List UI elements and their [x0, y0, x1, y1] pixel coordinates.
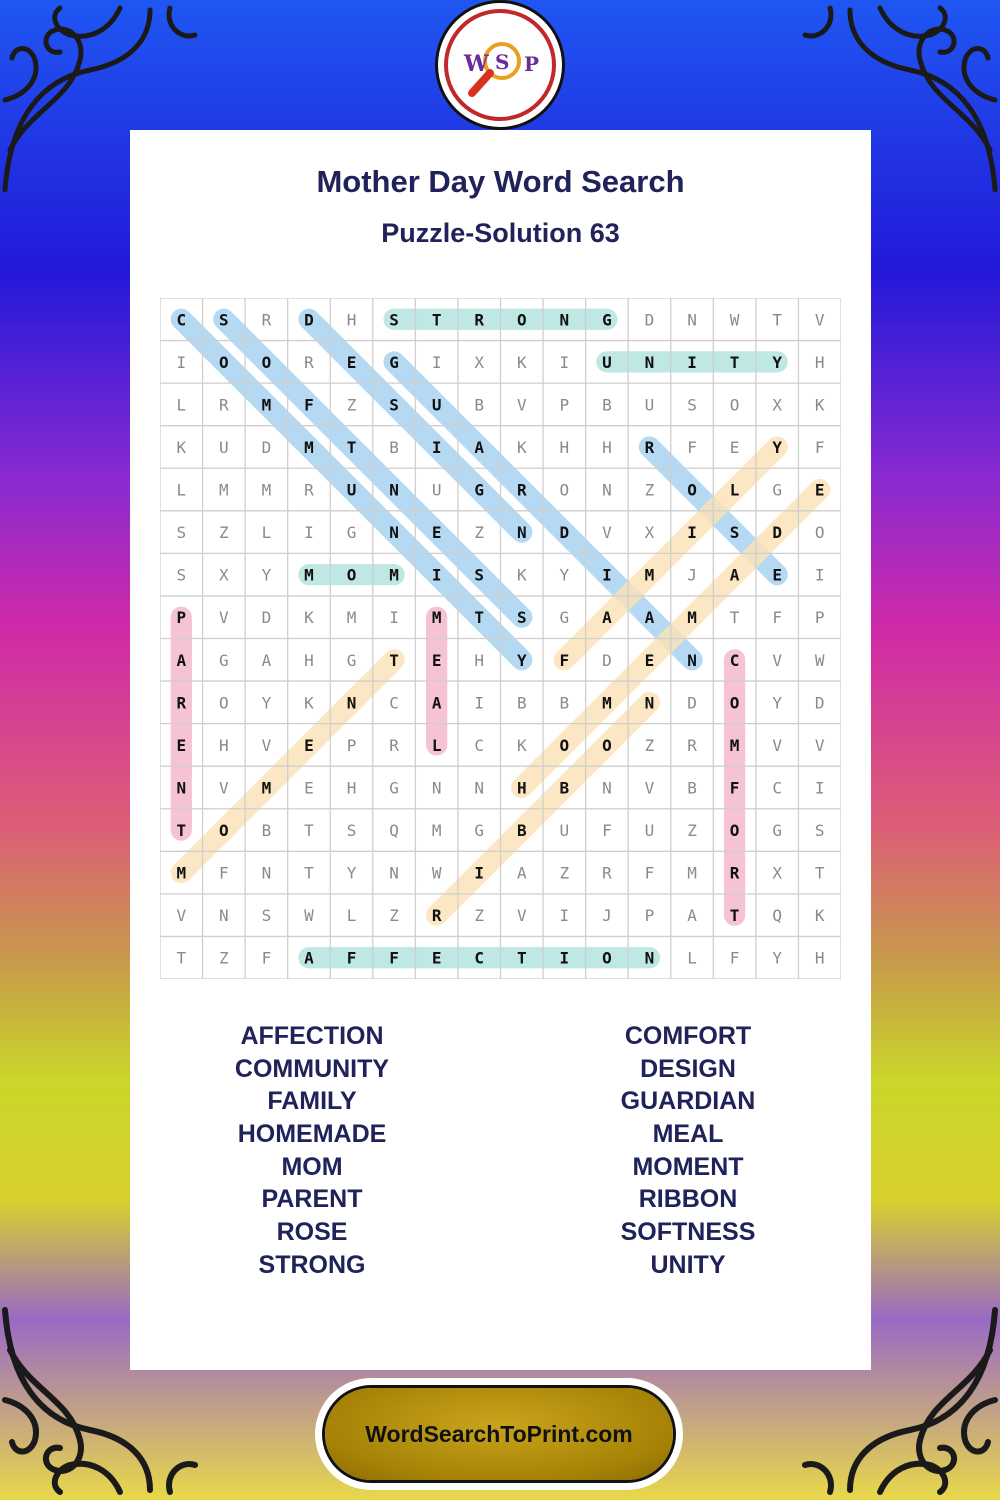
grid-cell[interactable]: T [304, 821, 314, 841]
footer-site-text: WordSearchToPrint.com [365, 1420, 633, 1447]
word-list-item: MOMENT [632, 1152, 744, 1181]
grid-cell[interactable]: D [687, 693, 697, 713]
logo-letter-w: W [464, 51, 489, 77]
grid-cell[interactable]: E [814, 480, 825, 500]
word-list-item: RIBBON [638, 1185, 738, 1214]
grid-cell[interactable]: L [729, 480, 740, 500]
word-list-item: PARENT [261, 1185, 363, 1214]
grid-cell[interactable]: I [559, 948, 570, 968]
grid-cell[interactable]: U [431, 395, 442, 415]
grid-cell[interactable]: H [516, 778, 527, 798]
grid-cell[interactable]: R [474, 310, 485, 330]
grid-cell[interactable]: O [516, 310, 527, 330]
grid-cell[interactable]: O [602, 735, 612, 755]
grid-cell[interactable]: R [304, 352, 314, 372]
grid-cell[interactable]: O [261, 352, 272, 372]
grid-cell[interactable]: N [644, 948, 655, 968]
grid-cell[interactable]: B [516, 821, 527, 841]
grid-cell[interactable]: E [346, 352, 357, 372]
word-list-item: SOFTNESS [620, 1218, 756, 1247]
grid-cell[interactable]: I [389, 608, 399, 628]
grid-cell[interactable]: R [304, 480, 314, 500]
word-search-grid [160, 298, 841, 979]
grid-cell[interactable]: F [729, 778, 740, 798]
grid-cell[interactable]: O [219, 693, 229, 713]
grid-cell[interactable]: Y [772, 693, 782, 713]
grid-cell[interactable]: F [729, 948, 740, 968]
grid-cell[interactable]: M [431, 821, 442, 841]
grid-cell[interactable]: T [516, 948, 527, 968]
grid-cell[interactable]: D [602, 650, 612, 670]
grid-cell[interactable]: W [431, 863, 442, 883]
grid-cell[interactable]: G [219, 650, 229, 670]
grid-cell[interactable]: V [772, 735, 782, 755]
grid-cell[interactable]: H [346, 310, 357, 330]
grid-cell[interactable]: V [814, 735, 825, 755]
word-list-item: HOMEMADE [237, 1120, 387, 1149]
grid-cell[interactable]: A [261, 650, 272, 670]
grid-cell[interactable]: M [729, 735, 740, 755]
grid-cell[interactable]: C [729, 650, 740, 670]
grid-cell[interactable]: K [516, 352, 527, 372]
grid-cell[interactable]: W [304, 906, 314, 926]
grid-cell[interactable]: Z [687, 821, 697, 841]
grid-cell[interactable]: Q [772, 906, 782, 926]
grid-cell[interactable]: Z [559, 863, 570, 883]
grid-cell[interactable]: G [346, 523, 357, 543]
grid-cell[interactable]: O [729, 821, 740, 841]
grid-cell[interactable]: O [559, 480, 570, 500]
grid-cell[interactable]: E [304, 735, 314, 755]
grid-cell[interactable]: R [389, 735, 399, 755]
grid-cell[interactable]: R [261, 310, 272, 330]
grid-cell[interactable]: Y [261, 565, 272, 585]
grid-cell[interactable]: Y [772, 437, 782, 457]
grid-cell[interactable]: Z [474, 906, 485, 926]
grid-cell[interactable]: G [772, 821, 782, 841]
grid-cell[interactable]: P [814, 608, 825, 628]
grid-cell[interactable]: H [346, 778, 357, 798]
grid-cell[interactable]: H [474, 650, 485, 670]
word-list-right [538, 1020, 838, 1282]
grid-cell[interactable]: M [176, 863, 187, 883]
word-list-item: COMFORT [624, 1022, 752, 1050]
grid-cell[interactable]: V [772, 650, 782, 670]
grid-cell[interactable]: M [346, 608, 357, 628]
grid-cell[interactable]: C [474, 735, 485, 755]
grid-cell[interactable]: J [602, 906, 612, 926]
grid-cell[interactable]: R [644, 437, 655, 457]
grid-cell[interactable]: S [176, 523, 187, 543]
grid-cell[interactable]: Z [219, 948, 229, 968]
grid-cell[interactable]: D [261, 437, 272, 457]
grid-cell[interactable]: L [431, 735, 442, 755]
word-list-item: FAMILY [267, 1087, 357, 1116]
grid-cell[interactable]: B [261, 821, 272, 841]
grid-cell[interactable]: F [644, 863, 655, 883]
grid-cell[interactable]: H [814, 352, 825, 372]
grid-cell[interactable]: I [474, 693, 485, 713]
grid-cell[interactable]: A [644, 608, 655, 628]
grid-cell[interactable]: T [346, 437, 357, 457]
grid-cell[interactable]: H [814, 948, 825, 968]
grid-cell[interactable]: O [219, 352, 229, 372]
grid-cell[interactable]: F [814, 437, 825, 457]
grid-cell[interactable]: L [687, 948, 697, 968]
grid-cell[interactable]: I [431, 565, 442, 585]
grid-cell[interactable]: I [559, 352, 570, 372]
page-subtitle: Puzzle-Solution 63 [381, 218, 620, 248]
grid-cell[interactable]: T [176, 821, 187, 841]
word-list-left [162, 1020, 462, 1282]
puzzle-card [130, 130, 871, 1370]
grid-cell[interactable]: V [814, 310, 825, 330]
grid-cell[interactable]: L [176, 395, 187, 415]
grid-cell[interactable]: N [559, 310, 570, 330]
footer-badge [315, 1378, 683, 1490]
grid-cell[interactable]: M [687, 608, 697, 628]
grid-cell[interactable]: T [176, 948, 187, 968]
grid-cell[interactable]: D [559, 523, 570, 543]
grid-cell[interactable]: A [602, 608, 612, 628]
grid-cell[interactable]: K [516, 735, 527, 755]
grid-cell[interactable]: N [389, 863, 399, 883]
grid-cell[interactable]: Z [644, 735, 655, 755]
grid-cell[interactable]: D [261, 608, 272, 628]
word-list-item: COMMUNITY [234, 1054, 390, 1083]
grid-cell[interactable]: S [814, 821, 825, 841]
grid-cell[interactable]: O [729, 395, 740, 415]
grid-cell[interactable]: G [389, 778, 399, 798]
grid-cell[interactable]: A [474, 437, 485, 457]
grid-cell[interactable]: G [559, 608, 570, 628]
grid-cell[interactable]: F [559, 650, 570, 670]
grid-cell[interactable]: P [559, 395, 570, 415]
grid-cell[interactable]: S [729, 523, 740, 543]
logo-letter-p: P [524, 52, 540, 76]
word-list-item: AFFECTION [240, 1022, 384, 1050]
grid-cell[interactable]: I [474, 863, 485, 883]
grid-cell[interactable]: T [729, 906, 740, 926]
grid-cell[interactable]: F [389, 948, 399, 968]
grid-cell[interactable]: S [687, 395, 697, 415]
grid-cell[interactable]: K [304, 608, 314, 628]
grid-cell[interactable]: A [304, 948, 314, 968]
grid-cell[interactable]: D [644, 310, 655, 330]
grid-cell[interactable]: V [176, 906, 187, 926]
grid-cell[interactable]: V [516, 395, 527, 415]
grid-cell[interactable]: B [389, 437, 399, 457]
grid-cell[interactable]: O [559, 735, 570, 755]
grid-canvas [160, 298, 841, 979]
grid-cell[interactable]: I [814, 565, 825, 585]
grid-cell[interactable]: I [304, 523, 314, 543]
grid-cell[interactable]: U [431, 480, 442, 500]
word-list-item: GUARDIAN [620, 1087, 756, 1116]
grid-cell[interactable]: K [516, 565, 527, 585]
grid-cell[interactable]: K [304, 693, 314, 713]
grid-cell[interactable]: V [602, 523, 612, 543]
grid-cell[interactable]: G [474, 480, 485, 500]
grid-cell[interactable]: H [219, 735, 229, 755]
grid-cell[interactable]: N [602, 480, 612, 500]
grid-cell[interactable]: U [602, 352, 612, 372]
grid-cell[interactable]: L [176, 480, 187, 500]
grid-cell[interactable]: N [602, 778, 612, 798]
grid-cell[interactable]: A [176, 650, 187, 670]
grid-cell[interactable]: F [772, 608, 782, 628]
grid-cell[interactable]: V [516, 906, 527, 926]
word-list-item: STRONG [258, 1250, 366, 1279]
grid-cell[interactable]: M [304, 565, 314, 585]
grid-cell[interactable]: B [559, 693, 570, 713]
grid-cell[interactable]: B [687, 778, 697, 798]
word-list-item: MEAL [652, 1120, 724, 1149]
grid-cell[interactable]: M [687, 863, 697, 883]
word-list-item: ROSE [276, 1218, 348, 1247]
grid-cell[interactable]: U [644, 821, 655, 841]
grid-cell[interactable]: R [687, 735, 697, 755]
grid-cell[interactable]: Z [219, 523, 229, 543]
page-title: Mother Day Word Search [316, 164, 685, 199]
grid-cell[interactable]: O [219, 821, 229, 841]
grid-cell[interactable]: Z [644, 480, 655, 500]
grid-cell[interactable]: N [516, 523, 527, 543]
grid-cell[interactable]: M [219, 480, 229, 500]
grid-cell[interactable]: G [389, 352, 399, 372]
grid-cell[interactable]: T [389, 650, 399, 670]
grid-cell[interactable]: O [687, 480, 697, 500]
grid-cell[interactable]: A [729, 565, 740, 585]
grid-cell[interactable]: N [389, 480, 399, 500]
grid-cell[interactable]: O [602, 948, 612, 968]
grid-cell[interactable]: N [346, 693, 357, 713]
grid-cell[interactable]: I [687, 523, 697, 543]
grid-cell[interactable]: M [261, 778, 272, 798]
grid-cell[interactable]: N [261, 863, 272, 883]
grid-cell[interactable]: D [814, 693, 825, 713]
grid-cell[interactable]: M [602, 693, 612, 713]
grid-cell[interactable]: R [729, 863, 740, 883]
grid-cell[interactable]: T [729, 608, 740, 628]
grid-cell[interactable]: M [389, 565, 399, 585]
grid-cell[interactable]: M [431, 608, 442, 628]
grid-cell[interactable]: N [644, 693, 655, 713]
grid-cell[interactable]: S [389, 310, 399, 330]
grid-cell[interactable]: C [389, 693, 399, 713]
grid-cell[interactable]: G [346, 650, 357, 670]
grid-cell[interactable]: G [474, 821, 485, 841]
grid-cell[interactable]: S [219, 310, 229, 330]
grid-cell[interactable]: A [516, 863, 527, 883]
grid-cell[interactable]: E [772, 565, 782, 585]
grid-cell[interactable]: R [431, 906, 442, 926]
grid-cell[interactable]: T [304, 863, 314, 883]
grid-cell[interactable]: R [219, 395, 229, 415]
grid-cell[interactable]: W [729, 310, 740, 330]
grid-cell[interactable]: K [516, 437, 527, 457]
grid-cell[interactable]: D [304, 310, 314, 330]
grid-cell[interactable]: V [644, 778, 655, 798]
grid-cell[interactable]: I [431, 437, 442, 457]
grid-cell[interactable]: S [516, 608, 527, 628]
word-list-item: MOM [281, 1152, 343, 1181]
grid-cell[interactable]: E [644, 650, 655, 670]
grid-cell[interactable]: N [474, 778, 485, 798]
grid-cell[interactable]: I [559, 906, 570, 926]
logo-letter-s: S [495, 50, 510, 74]
grid-cell[interactable]: O [346, 565, 357, 585]
grid-cell[interactable]: U [644, 395, 655, 415]
grid-cell[interactable]: T [729, 352, 740, 372]
grid-cell[interactable]: F [346, 948, 357, 968]
grid-cell[interactable]: C [474, 948, 485, 968]
grid-cell[interactable]: X [772, 863, 782, 883]
grid-cell[interactable]: K [814, 395, 825, 415]
grid-cell[interactable]: N [176, 778, 187, 798]
grid-cell[interactable]: T [814, 863, 825, 883]
grid-cell[interactable]: S [474, 565, 485, 585]
grid-cell[interactable]: J [687, 565, 697, 585]
grid-cell[interactable]: A [431, 693, 442, 713]
site-logo[interactable] [438, 3, 562, 127]
grid-cell[interactable]: T [772, 310, 782, 330]
grid-cell[interactable]: B [559, 778, 570, 798]
grid-cell[interactable]: K [814, 906, 825, 926]
grid-cell[interactable]: I [431, 352, 442, 372]
grid-cell[interactable]: P [346, 735, 357, 755]
grid-cell[interactable]: E [176, 735, 187, 755]
grid-cell[interactable]: K [176, 437, 187, 457]
grid-cell[interactable]: V [219, 778, 229, 798]
grid-cell[interactable]: E [304, 778, 314, 798]
grid-cell[interactable]: L [261, 523, 272, 543]
grid-cell[interactable]: O [729, 693, 740, 713]
grid-cell[interactable]: Z [474, 523, 485, 543]
grid-cell[interactable]: Z [346, 395, 357, 415]
grid-cell[interactable]: T [474, 608, 485, 628]
grid-cell[interactable]: Y [772, 352, 782, 372]
grid-cell[interactable]: Y [559, 565, 570, 585]
grid-cell[interactable]: R [516, 480, 527, 500]
grid-cell[interactable]: N [644, 352, 655, 372]
grid-cell[interactable]: P [644, 906, 655, 926]
grid-cell[interactable]: N [389, 523, 399, 543]
grid-cell[interactable]: M [304, 437, 314, 457]
grid-cell[interactable]: D [772, 523, 782, 543]
grid-cell[interactable]: S [389, 395, 399, 415]
grid-cell[interactable]: X [474, 352, 485, 372]
grid-cell[interactable]: M [261, 395, 272, 415]
footer-link[interactable] [325, 1388, 673, 1480]
grid-cell[interactable]: B [516, 693, 527, 713]
grid-cell[interactable]: E [729, 437, 740, 457]
grid-cell[interactable]: V [219, 608, 229, 628]
grid-cell[interactable]: O [814, 523, 825, 543]
grid-cell[interactable]: P [176, 608, 187, 628]
grid-cell[interactable]: F [219, 863, 229, 883]
grid-cell[interactable]: E [431, 650, 442, 670]
grid-cell[interactable]: U [219, 437, 229, 457]
grid-cell[interactable]: S [346, 821, 357, 841]
grid-cell[interactable]: I [176, 352, 187, 372]
grid-cell[interactable]: F [687, 437, 697, 457]
grid-cell[interactable]: M [644, 565, 655, 585]
grid-cell[interactable]: V [261, 735, 272, 755]
grid-cell[interactable]: Y [516, 650, 527, 670]
grid-cell[interactable]: Y [346, 863, 357, 883]
grid-cell[interactable]: I [814, 778, 825, 798]
grid-cell[interactable]: F [304, 395, 314, 415]
magnifier-logo-icon [442, 7, 558, 123]
grid-cell[interactable]: Z [389, 906, 399, 926]
grid-cell[interactable]: X [772, 395, 782, 415]
grid-cell[interactable]: Y [772, 948, 782, 968]
grid-cell[interactable]: G [602, 310, 612, 330]
grid-cell[interactable]: A [687, 906, 697, 926]
grid-cell[interactable]: X [219, 565, 229, 585]
grid-cell[interactable]: B [602, 395, 612, 415]
grid-cell[interactable]: E [431, 523, 442, 543]
grid-cell[interactable]: F [261, 948, 272, 968]
grid-cell[interactable]: Q [389, 821, 399, 841]
grid-cell[interactable]: L [346, 906, 357, 926]
grid-cell[interactable]: C [772, 778, 782, 798]
grid-cell[interactable]: N [431, 778, 442, 798]
grid-cell[interactable]: S [261, 906, 272, 926]
grid-cell[interactable]: E [431, 948, 442, 968]
grid-cell[interactable]: H [602, 437, 612, 457]
grid-cell[interactable]: W [814, 650, 825, 670]
grid-cell[interactable]: N [219, 906, 229, 926]
grid-cell[interactable]: G [772, 480, 782, 500]
grid-cell[interactable]: M [261, 480, 272, 500]
grid-cell[interactable]: C [176, 310, 187, 330]
grid-cell[interactable]: X [644, 523, 655, 543]
grid-cell[interactable]: U [346, 480, 357, 500]
grid-cell[interactable]: H [559, 437, 570, 457]
grid-cell[interactable]: R [176, 693, 187, 713]
grid-cell[interactable]: I [687, 352, 697, 372]
grid-cell[interactable]: N [687, 650, 697, 670]
word-list-item: UNITY [650, 1250, 726, 1279]
grid-cell[interactable]: H [304, 650, 314, 670]
grid-cell[interactable]: S [176, 565, 187, 585]
grid-cell[interactable]: Y [261, 693, 272, 713]
word-list-item: DESIGN [640, 1054, 736, 1083]
grid-cell[interactable]: I [602, 565, 612, 585]
grid-cell[interactable]: R [602, 863, 612, 883]
grid-cell[interactable]: B [474, 395, 485, 415]
grid-cell[interactable]: F [602, 821, 612, 841]
grid-cell[interactable]: U [559, 821, 570, 841]
grid-cell[interactable]: N [687, 310, 697, 330]
grid-cell[interactable]: T [431, 310, 442, 330]
